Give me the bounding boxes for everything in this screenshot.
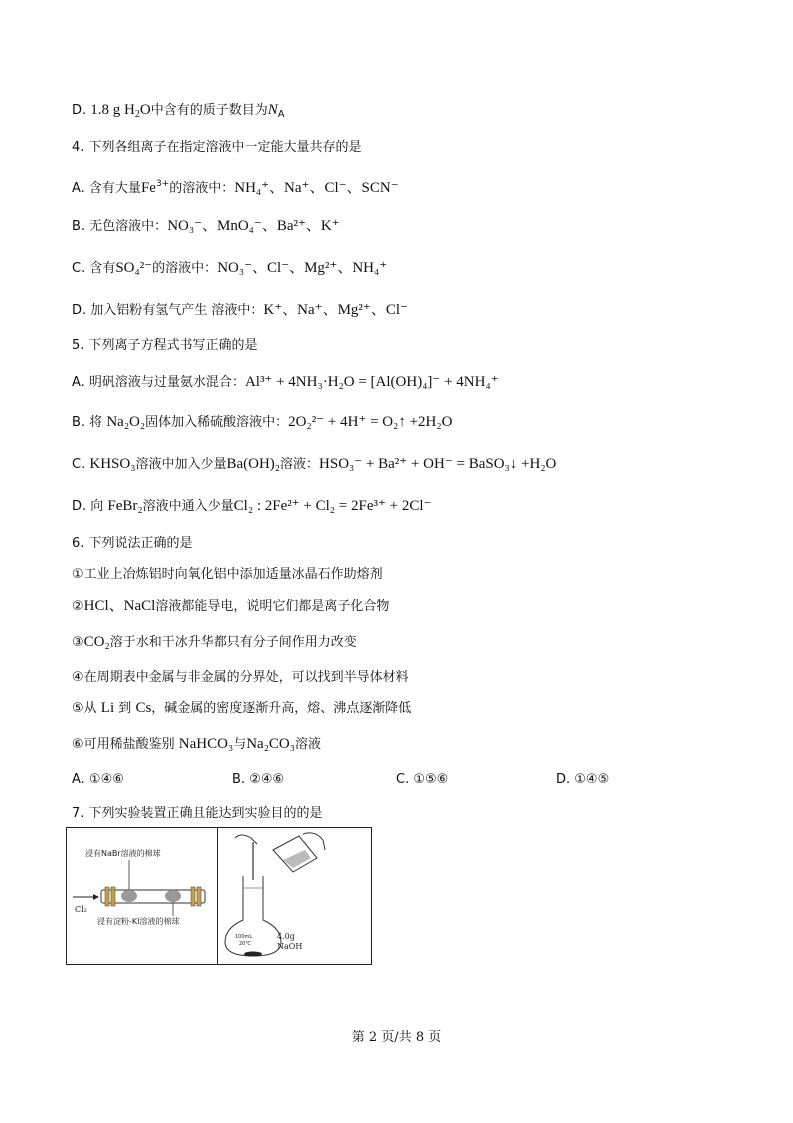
formula: 1.8 g H (90, 102, 135, 118)
element-symbol: Li (100, 700, 115, 716)
formula: Ba(OH)₂ (226, 456, 281, 472)
q5-option-d (72, 496, 431, 517)
statement-number: ⑤从 (72, 701, 97, 716)
q6-statement-2 (72, 596, 389, 617)
stopper-left-inner (111, 887, 115, 906)
formula-o: O (139, 102, 151, 118)
option-label: D. 向 (72, 499, 104, 514)
statement-number: ⑥可用稀盐酸鉴别 (72, 737, 175, 752)
element-symbol: Cs (135, 700, 152, 716)
figure-divider (217, 828, 218, 964)
q5-stem: 5. 下列离子方程式书写正确的是 (72, 338, 258, 353)
superscript: 3+ (155, 179, 170, 189)
flask-volume: 100mL (235, 934, 253, 940)
label-naoh: NaOH (277, 942, 303, 951)
statement-text: 溶于水和干冰升华都只有分子间作用力改变 (109, 635, 357, 650)
option-label: A. 明矾溶液与过量氨水混合： (72, 375, 245, 390)
q5-option-a (72, 372, 499, 393)
subscript: A (277, 109, 285, 120)
formula: FeBr₂ (107, 498, 143, 514)
apparatus-drawing (67, 828, 371, 964)
option-text: 溶液： (280, 457, 320, 472)
arrow-head-icon (93, 894, 99, 900)
q3-option-d (72, 100, 285, 125)
q7-stem: 7. 下列实验装置正确且能达到实验目的的是 (72, 806, 323, 821)
label-nabr: 浸有NaBr溶液的棉球 (85, 849, 161, 858)
q6-statement-6 (72, 734, 321, 755)
statement-number: ② (72, 599, 84, 614)
q6-option-b: B. ②④⑥ (232, 772, 285, 787)
q4-option-c (72, 258, 387, 279)
equation: 2O₂²⁻ + 4H⁺ = O₂↑ +2H₂O (288, 414, 453, 430)
option-text: 溶液中加入少量 (135, 457, 227, 472)
formula: NaHCO₃ (178, 736, 234, 752)
option-text: 的溶液中： (152, 261, 218, 276)
q4-option-a (72, 174, 399, 199)
option-label: B. 将 (72, 415, 103, 430)
formula: Fe (140, 180, 156, 196)
q6-statement-3 (72, 632, 357, 653)
glass-tube (101, 890, 205, 903)
option-text: 固体加入稀硫酸溶液中： (145, 415, 289, 430)
ion-list: NO₃⁻、Cl⁻、Mg²⁺、NH₄⁺ (217, 260, 388, 276)
option-text: 中含有的质子数目为 (150, 103, 268, 118)
formula: Na₂O₂ (106, 414, 146, 430)
equation: HSO₃⁻ + Ba²⁺ + OH⁻ = BaSO₃↓ +H₂O (319, 456, 557, 472)
q6-statement-1: ①工业上冶炼铝时向氧化铝中添加适量冰晶石作助熔剂 (72, 567, 383, 582)
q4-stem: 4. 下列各组离子在指定溶液中一定能大量共存的是 (72, 140, 362, 155)
equation: Cl₂ : 2Fe²⁺ + Cl₂ = 2Fe³⁺ + 2Cl⁻ (233, 498, 432, 514)
option-label: C. (72, 457, 86, 472)
q6-option-d: D. ①④⑤ (556, 772, 610, 787)
statement-text: 溶液 (295, 737, 322, 752)
naoh-solid (244, 952, 262, 957)
formula: SO₄²⁻ (115, 260, 153, 276)
q5-option-c (72, 454, 556, 475)
ion-list: K⁺、Na⁺、Mg²⁺、Cl⁻ (263, 302, 408, 318)
formula: KHSO₃ (89, 456, 136, 472)
q7-figure (66, 827, 372, 965)
formula: CO₂ (83, 634, 110, 650)
q5-option-b (72, 412, 452, 433)
cotton-ball-ki (165, 890, 181, 902)
q6-option-a: A. ①④⑥ (72, 772, 124, 787)
stopper-right-outer (197, 887, 201, 906)
cotton-ball-nabr (121, 890, 137, 902)
formula: HCl、NaCl (83, 598, 156, 614)
option-text: 溶液中通入少量 (142, 499, 234, 514)
label-mass: 4.0g (277, 932, 295, 941)
ion-list: NH₄⁺、Na⁺、Cl⁻、SCN⁻ (234, 180, 399, 196)
subscript: 2 (134, 109, 140, 120)
label-cl2: Cl₂ (75, 905, 87, 914)
q4-option-d (72, 300, 408, 321)
stopper-right-inner (191, 887, 195, 906)
q6-option-c: C. ①⑤⑥ (396, 772, 449, 787)
hand-left-icon (235, 835, 257, 844)
option-label: D. (72, 103, 87, 118)
label-ki: 浸有淀粉-KI溶液的棉球 (97, 917, 180, 926)
formula: Na₂CO₃ (246, 736, 295, 752)
page-footer: 第 2 页/共 8 页 (351, 1030, 442, 1045)
option-label: C. 含有 (72, 261, 116, 276)
ion-list: NO₃⁻、MnO₄⁻、Ba²⁺、K⁺ (167, 218, 340, 234)
q6-stem: 6. 下列说法正确的是 (72, 536, 193, 551)
option-label: A. 含有大量 (72, 181, 141, 196)
stopper-left-outer (105, 887, 109, 906)
option-label: B. 无色溶液中： (72, 219, 168, 234)
q4-option-b (72, 216, 340, 237)
avogadro-symbol: N (267, 102, 278, 118)
q6-statement-4: ④在周期表中金属与非金属的分界处，可以找到半导体材料 (72, 670, 409, 685)
option-text: 的溶液中： (169, 181, 235, 196)
flask-temp: 20℃ (239, 941, 251, 947)
option-label: D. 加入铝粉有氢气产生 溶液中： (72, 303, 264, 318)
statement-number: ③ (72, 635, 84, 650)
statement-text: 溶液都能导电，说明它们都是离子化合物 (155, 599, 390, 614)
statement-text: 与 (233, 737, 247, 752)
statement-text: 到 (118, 701, 132, 716)
equation: Al³⁺ + 4NH₃·H₂O = [Al(OH)₄]⁻ + 4NH₄⁺ (244, 374, 499, 390)
q6-statement-5 (72, 698, 411, 719)
statement-text: ，碱金属的密度逐渐升高，熔、沸点逐渐降低 (151, 701, 412, 716)
